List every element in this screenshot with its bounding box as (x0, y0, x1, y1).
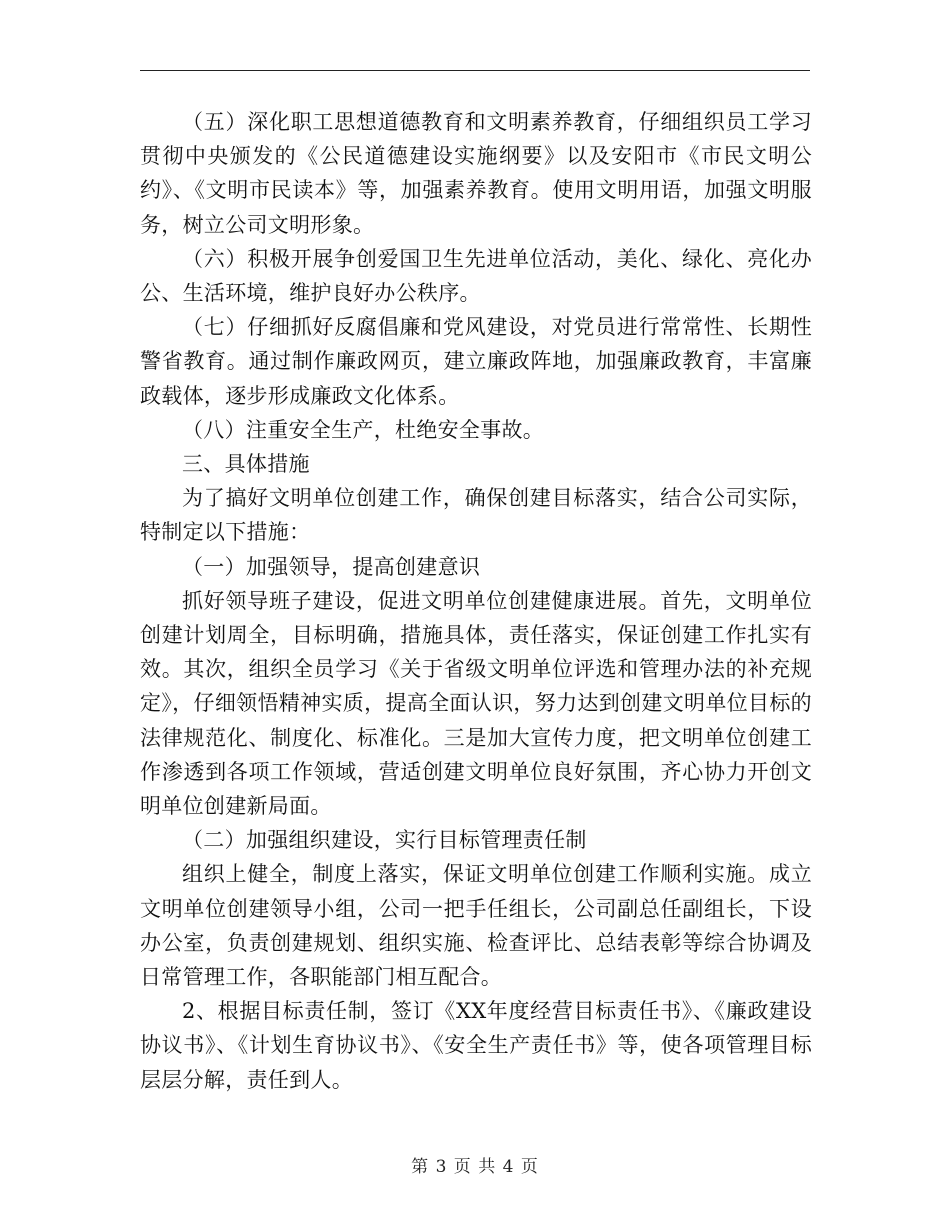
paragraph-item-5: （五）深化职工思想道德教育和文明素养教育，仔细组织员工学习贯彻中央颁发的《公民道德建设实施纲要》以及安阳市《市民文明公约》、《文明市民读本》等，加强素养教育。使用文明用语，加强文明服务，树立公司文明形象。 (140, 110, 812, 237)
paragraph-organization: 组织上健全，制度上落实，保证文明单位创建工作顺利实施。成立文明单位创建领导小组，公司一把手任组长，公司副总任副组长，下设办公室，负责创建规划、组织实施、检查评比、总结表彰等综合协调及日常管理工作，各职能部门相互配合。 (140, 862, 812, 990)
section-heading-measures: 三、具体措施 (182, 452, 310, 477)
paragraph-item-6: （六）积极开展争创爱国卫生先进单位活动，美化、绿化、亮化办公、生活环境，维护良好办公秩序。 (140, 246, 812, 306)
subheading-organization: （二）加强组织建设，实行目标管理责任制 (182, 828, 587, 853)
document-body (140, 105, 812, 1097)
page-number: 第 3 页 共 4 页 (411, 1157, 539, 1177)
header-rule (140, 70, 810, 71)
subheading-leadership: （一）加强领导，提高创建意识 (182, 554, 481, 579)
paragraph-item-8: （八）注重安全生产，杜绝安全事故。 (182, 417, 545, 442)
measures-intro: 为了搞好文明单位创建工作，确保创建目标落实，结合公司实际，特制定以下措施： (140, 486, 812, 545)
paragraph-leadership: 抓好领导班子建设，促进文明单位创建健康进展。首先，文明单位创建计划周全，目标明确，措施具体，责任落实，保证创建工作扎实有效。其次，组织全员学习《关于省级文明单位评选和管理办法的补充规定》，仔细领悟精神实质，提高全面认识，努力达到创建文明单位目标的法律规范化、制度化、标准化。三是加大宣传力度，把文明单位创建工作渗透到各项工作领域，营适创建文明单位良好氛围，齐心协力开创文明单位创建新局面。 (140, 588, 812, 819)
paragraph-item-7: （七）仔细抓好反腐倡廉和党风建设，对党员进行常常性、长期性警省教育。通过制作廉政网页，建立廉政阵地，加强廉政教育，丰富廉政载体，逐步形成廉政文化体系。 (140, 315, 812, 408)
paragraph-responsibility: 2、根据目标责任制，签订《XX年度经营目标责任书》、《廉政建设协议书》、《计划生育协议书》、《安全生产责任书》等，使各项管理目标层层分解，责任到人。 (140, 999, 812, 1092)
